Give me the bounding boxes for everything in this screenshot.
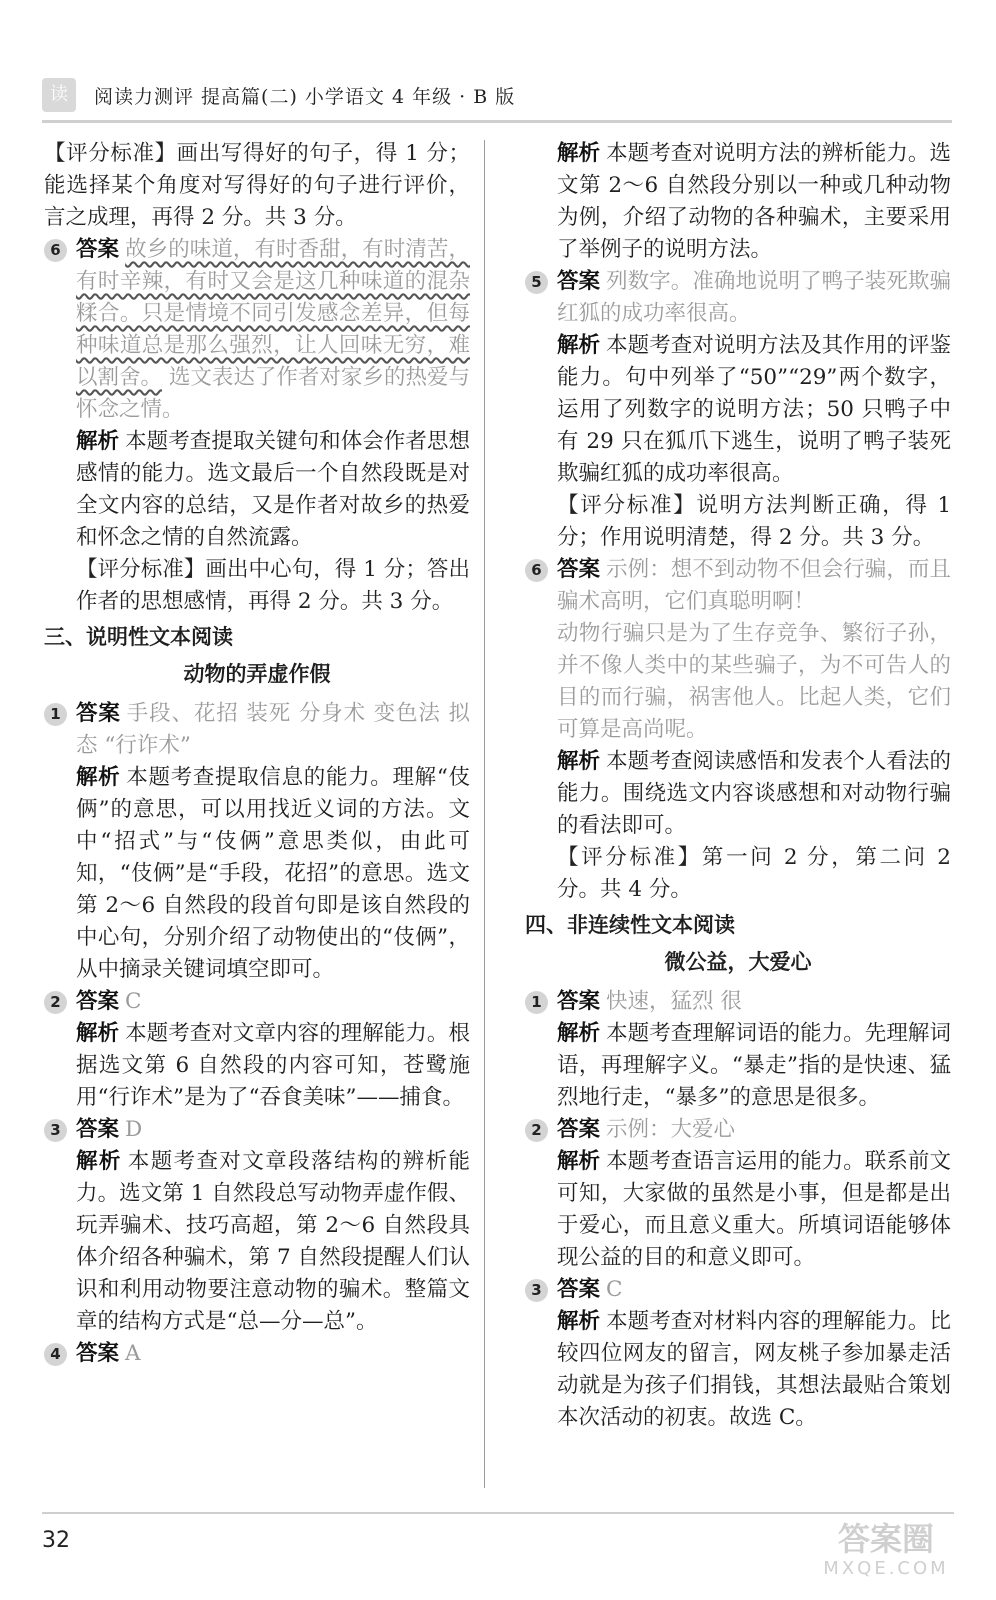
answer-underlined: 故乡的味道，有时香甜，有时清苦，有时辛辣，有时又会是这几种味道的混杂糅合。只是情境不同引发感念差异，但每种味道总是那么强烈，让人回味无穷，难以割舍。: [76, 237, 470, 390]
answer-label: 答案: [557, 1277, 601, 1302]
answer-text: 快速，猛烈 很: [606, 989, 742, 1014]
question-number-badge: 1: [525, 991, 548, 1014]
analysis-label: 解析: [76, 765, 121, 790]
question-r3: [525, 1274, 951, 1434]
answer-text: C: [606, 1277, 623, 1302]
scoring-criteria: 【评分标准】说明方法判断正确，得 1 分；作用说明清楚，得 2 分。共 3 分。: [557, 493, 951, 550]
section-heading: 三、说明性文本阅读: [44, 625, 233, 649]
analysis-text: 本题考查语言运用的能力。联系前文可知，大家做的虽然是小事，但是都是出于爱心，而且意义重大。所填词语能够体现公益的目的和意义即可。: [557, 1149, 951, 1270]
scoring-criteria: 【评分标准】画出中心句，得 1 分；答出作者的思想感情，再得 2 分。共 3 分。: [76, 557, 470, 614]
analysis-label: 解析: [76, 1149, 122, 1174]
question-6-right: [525, 554, 951, 906]
scoring-criteria: 【评分标准】第一问 2 分，第二问 2 分。共 4 分。: [557, 845, 951, 902]
header-rule: [42, 120, 952, 123]
section-heading: 四、非连续性文本阅读: [525, 913, 735, 937]
watermark-text: 答案圈: [837, 1520, 934, 1558]
answer-text: 示例：大爱心: [606, 1117, 736, 1142]
analysis-label: 解析: [76, 1021, 120, 1046]
analysis-label: 解析: [557, 1021, 601, 1046]
analysis-text: 本题考查提取信息的能力。理解“伎俩”的意思，可以用找近义词的方法。文中“招式”与“伎俩”意思类似，由此可知，“伎俩”是“手段，花招”的意思。选文第 2～6 自然段的段首句即是该自然段的中心句，分别介绍了动物使出的“伎俩”，从中摘录关键词填空即可。: [76, 765, 470, 982]
question-number-badge: 2: [44, 991, 67, 1014]
article-title: 动物的弄虚作假: [183, 662, 331, 686]
answer-text: C: [125, 989, 142, 1014]
right-column: [525, 138, 951, 1434]
watermark-logo: [818, 1520, 954, 1586]
answer-text: 列数字。准确地说明了鸭子装死欺骗红狐的成功率很高。: [557, 269, 951, 326]
header-title: 阅读力测评 提高篇(二) 小学语文 4 年级 · B 版: [94, 86, 516, 108]
answer-label: 答案: [557, 557, 601, 582]
question-5: [525, 266, 951, 554]
answer-label: 答案: [557, 1117, 601, 1142]
question-number-badge: 5: [525, 271, 548, 294]
answer-label: 答案: [557, 989, 601, 1014]
answer-label: 答案: [557, 269, 601, 294]
question-number-badge: 2: [525, 1119, 548, 1142]
question-4: [44, 1338, 470, 1370]
scoring-criteria: 【评分标准】画出写得好的句子，得 1 分；能选择某个角度对写得好的句子进行评价，言之成理，再得 2 分。共 3 分。: [44, 141, 470, 230]
page-number: 32: [42, 1528, 70, 1553]
analysis-label: 解析: [557, 141, 601, 166]
analysis-text: 本题考查对文章内容的理解能力。根据选文第 6 自然段的内容可知，苍鹭施用“行诈术”是为了“吞食美味”——捕食。: [76, 1021, 470, 1110]
analysis-text: 本题考查理解词语的能力。先理解词语，再理解字义。“暴走”指的是快速、猛烈地行走，“暴多”的意思是很多。: [557, 1021, 951, 1110]
footer-rule: [42, 1512, 954, 1514]
analysis-text: 本题考查阅读感悟和发表个人看法的能力。围绕选文内容谈感想和对动物行骗的看法即可。: [557, 749, 951, 838]
answer-label: 答案: [76, 989, 120, 1014]
analysis-label: 解析: [557, 333, 601, 358]
answer-label: 答案: [76, 701, 121, 726]
question-number-badge: 3: [44, 1119, 67, 1142]
answer-text: 选文表达了作者对家乡的热爱与怀念之情。: [76, 365, 470, 422]
analysis-text: 本题考查对材料内容的理解能力。比较四位网友的留言，网友桃子参加暴走活动就是为孩子们捐钱，其想法最贴合策划本次活动的初衷。故选 C。: [557, 1309, 951, 1430]
analysis-text: 本题考查对说明方法的辨析能力。选文第 2～6 自然段分别以一种或几种动物为例，介绍了动物的各种骗术，主要采用了举例子的说明方法。: [557, 141, 951, 262]
analysis-label: 解析: [76, 429, 120, 454]
answer-text: A: [125, 1341, 141, 1366]
book-logo-icon: 读: [42, 78, 76, 112]
question-6-left: [44, 234, 470, 618]
question-r1: [525, 986, 951, 1114]
column-divider: [484, 140, 485, 1488]
question-number-badge: 1: [44, 703, 67, 726]
analysis-label: 解析: [557, 749, 601, 774]
question-number-badge: 6: [525, 559, 548, 582]
analysis-label: 解析: [557, 1309, 601, 1334]
analysis-text: 本题考查对文章段落结构的辨析能力。选文第 1 自然段总写动物弄虚作假、玩弄骗术、技巧高超，第 2～6 自然段具体介绍各种骗术，第 7 自然段提醒人们认识和利用动物要注意动物的骗术。整篇文章的结构方式是“总—分—总”。: [76, 1149, 470, 1334]
answer-text: 动物行骗只是为了生存竞争、繁衍子孙，并不像人类中的某些骗子，为不可告人的目的而行骗，祸害他人。比起人类，它们可算是高尚呢。: [557, 621, 951, 742]
article-title: 微公益，大爱心: [664, 950, 812, 974]
page-header: [42, 76, 952, 124]
left-column: [44, 138, 470, 1370]
question-2: [44, 986, 470, 1114]
analysis-text: 本题考查提取关键句和体会作者思想感情的能力。选文最后一个自然段既是对全文内容的总结，又是作者对故乡的热爱和怀念之情的自然流露。: [76, 429, 470, 550]
question-number-badge: 3: [525, 1279, 548, 1302]
question-number-badge: 4: [44, 1343, 67, 1366]
question-1: [44, 698, 470, 986]
analysis-label: 解析: [557, 1149, 601, 1174]
answer-text: 手段、花招 装死 分身术 变色法 拟态 “行诈术”: [76, 701, 470, 758]
answer-label: 答案: [76, 1341, 120, 1366]
watermark-url: MXQE.COM: [823, 1558, 949, 1579]
question-3: [44, 1114, 470, 1338]
question-r2: [525, 1114, 951, 1274]
answer-label: 答案: [76, 1117, 120, 1142]
answer-text: D: [125, 1117, 143, 1142]
answer-label: 答案: [76, 237, 120, 262]
answer-text: 示例：想不到动物不但会行骗，而且骗术高明，它们真聪明啊！: [557, 557, 951, 614]
analysis-text: 本题考查对说明方法及其作用的评鉴能力。句中列举了“50”“29”两个数字，运用了列数字的说明方法；50 只鸭子中有 29 只在狐爪下逃生，说明了鸭子装死欺骗红狐的成功率很高。: [557, 333, 951, 486]
question-number-badge: 6: [44, 239, 67, 262]
